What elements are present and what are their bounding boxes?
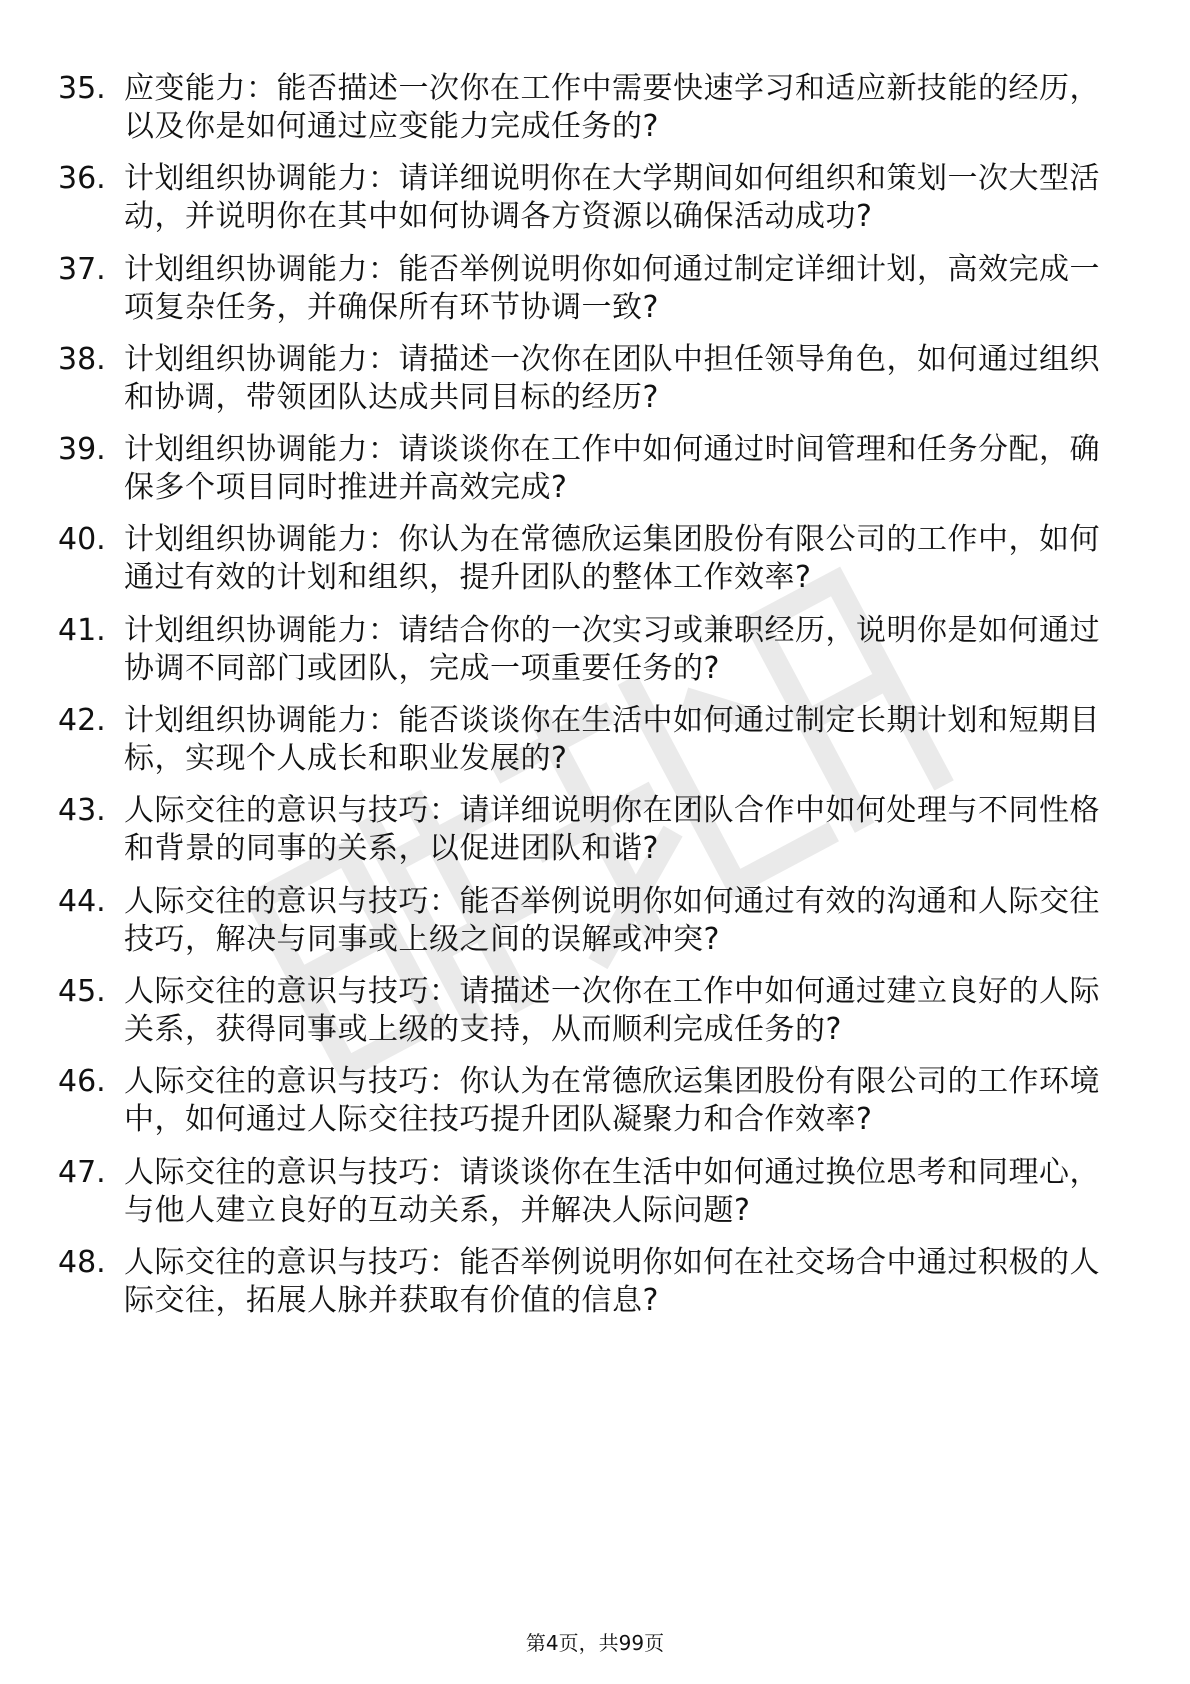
list-item	[58, 521, 1118, 597]
list-item	[58, 612, 1118, 688]
page-footer	[0, 1631, 1190, 1655]
question-number: 36.	[58, 161, 106, 197]
question-text: 人际交往的意识与技巧：请谈谈你在生活中如何通过换位思考和同理心，与他人建立良好的互动关系，并解决人际问题?	[124, 1154, 1100, 1228]
question-number: 40.	[58, 522, 106, 558]
question-number: 48.	[58, 1244, 106, 1280]
question-number: 46.	[58, 1064, 106, 1100]
list-item	[58, 973, 1118, 1049]
question-text: 人际交往的意识与技巧：能否举例说明你如何通过有效的沟通和人际交往技巧，解决与同事或上级之间的误解或冲突?	[124, 883, 1100, 957]
question-number: 38.	[58, 341, 106, 377]
list-item	[58, 702, 1118, 778]
question-text: 应变能力：能否描述一次你在工作中需要快速学习和适应新技能的经历，以及你是如何通过应变能力完成任务的?	[124, 71, 1100, 144]
question-number: 37.	[58, 251, 106, 287]
list-item	[58, 1154, 1118, 1230]
question-text: 人际交往的意识与技巧：能否举例说明你如何在社交场合中通过积极的人际交往，拓展人脉并获取有价值的信息?	[124, 1244, 1100, 1318]
list-item	[58, 1063, 1118, 1139]
list-item	[58, 792, 1118, 868]
question-text: 计划组织协调能力：请谈谈你在工作中如何通过时间管理和任务分配，确保多个项目同时推进并高效完成?	[124, 432, 1100, 506]
question-number: 35.	[58, 71, 106, 106]
list-item	[58, 341, 1118, 417]
list-item	[58, 160, 1118, 236]
list-item	[58, 251, 1118, 327]
list-item	[58, 883, 1118, 959]
question-text: 人际交往的意识与技巧：请详细说明你在团队合作中如何处理与不同性格和背景的同事的关系，以促进团队和谐?	[124, 793, 1100, 867]
question-number: 44.	[58, 883, 106, 919]
list-item	[58, 431, 1118, 507]
list-item	[58, 1244, 1118, 1320]
question-number: 41.	[58, 612, 106, 648]
question-list	[58, 70, 1118, 1334]
question-text: 计划组织协调能力：请结合你的一次实习或兼职经历，说明你是如何通过协调不同部门或团队，完成一项重要任务的?	[124, 612, 1100, 686]
question-text: 计划组织协调能力：你认为在常德欣运集团股份有限公司的工作中，如何通过有效的计划和组织，提升团队的整体工作效率?	[124, 522, 1100, 596]
list-item	[58, 70, 1118, 146]
question-number: 45.	[58, 973, 106, 1009]
question-number: 47.	[58, 1154, 106, 1190]
question-number: 42.	[58, 703, 106, 739]
question-text: 计划组织协调能力：请详细说明你在大学期间如何组织和策划一次大型活动，并说明你在其中如何协调各方资源以确保活动成功?	[124, 161, 1100, 235]
question-text: 计划组织协调能力：能否谈谈你在生活中如何通过制定长期计划和短期目标，实现个人成长和职业发展的?	[124, 703, 1100, 777]
question-number: 43.	[58, 793, 106, 829]
question-text: 人际交往的意识与技巧：你认为在常德欣运集团股份有限公司的工作环境中，如何通过人际交往技巧提升团队凝聚力和合作效率?	[124, 1064, 1100, 1138]
question-text: 计划组织协调能力：请描述一次你在团队中担任领导角色，如何通过组织和协调，带领团队达成共同目标的经历?	[124, 341, 1100, 415]
page-number-label: 第4页，共99页	[525, 1631, 665, 1655]
question-text: 人际交往的意识与技巧：请描述一次你在工作中如何通过建立良好的人际关系，获得同事或上级的支持，从而顺利完成任务的?	[124, 973, 1100, 1047]
question-number: 39.	[58, 432, 106, 468]
question-text: 计划组织协调能力：能否举例说明你如何通过制定详细计划，高效完成一项复杂任务，并确保所有环节协调一致?	[124, 251, 1100, 325]
